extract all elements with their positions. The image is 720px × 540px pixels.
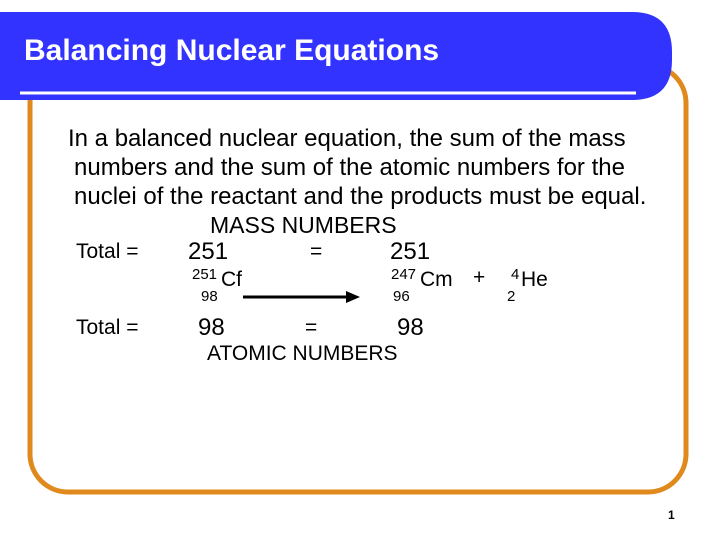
mass-numbers-heading: MASS NUMBERS: [210, 212, 397, 238]
atomic-total-left: 98: [198, 314, 225, 341]
paragraph-line-3: nuclei of the reactant and the products must be equal.: [74, 183, 647, 210]
page-number: 1: [668, 508, 675, 522]
cf-mass-number: 251: [192, 266, 218, 283]
mass-total-right: 251: [390, 238, 431, 265]
slide-title: Balancing Nuclear Equations: [24, 34, 440, 67]
mass-total-equals: =: [310, 240, 323, 263]
cf-atomic-number: 98: [201, 288, 218, 305]
equation-plus: +: [473, 266, 486, 289]
intro-paragraph: [68, 124, 646, 211]
cf-symbol: Cf: [221, 268, 242, 291]
mass-total-label: Total =: [76, 240, 139, 263]
mass-total-left: 251: [188, 238, 229, 265]
he-symbol: He: [521, 268, 548, 291]
atomic-numbers-heading: ATOMIC NUMBERS: [207, 342, 398, 365]
he-atomic-number: 2: [507, 288, 516, 305]
he-mass-number: 4: [511, 266, 520, 283]
cm-symbol: Cm: [420, 268, 453, 291]
paragraph-line-1: In a balanced nuclear equation, the sum of the mass: [68, 125, 626, 152]
atomic-total-right: 98: [397, 314, 424, 341]
paragraph-line-2: numbers and the sum of the atomic numbers for the: [74, 154, 625, 181]
cm-mass-number: 247: [391, 266, 417, 283]
reaction-arrow-head: [346, 291, 360, 303]
atomic-total-label: Total =: [76, 316, 139, 339]
cm-atomic-number: 96: [393, 288, 410, 305]
atomic-total-equals: =: [305, 316, 318, 339]
